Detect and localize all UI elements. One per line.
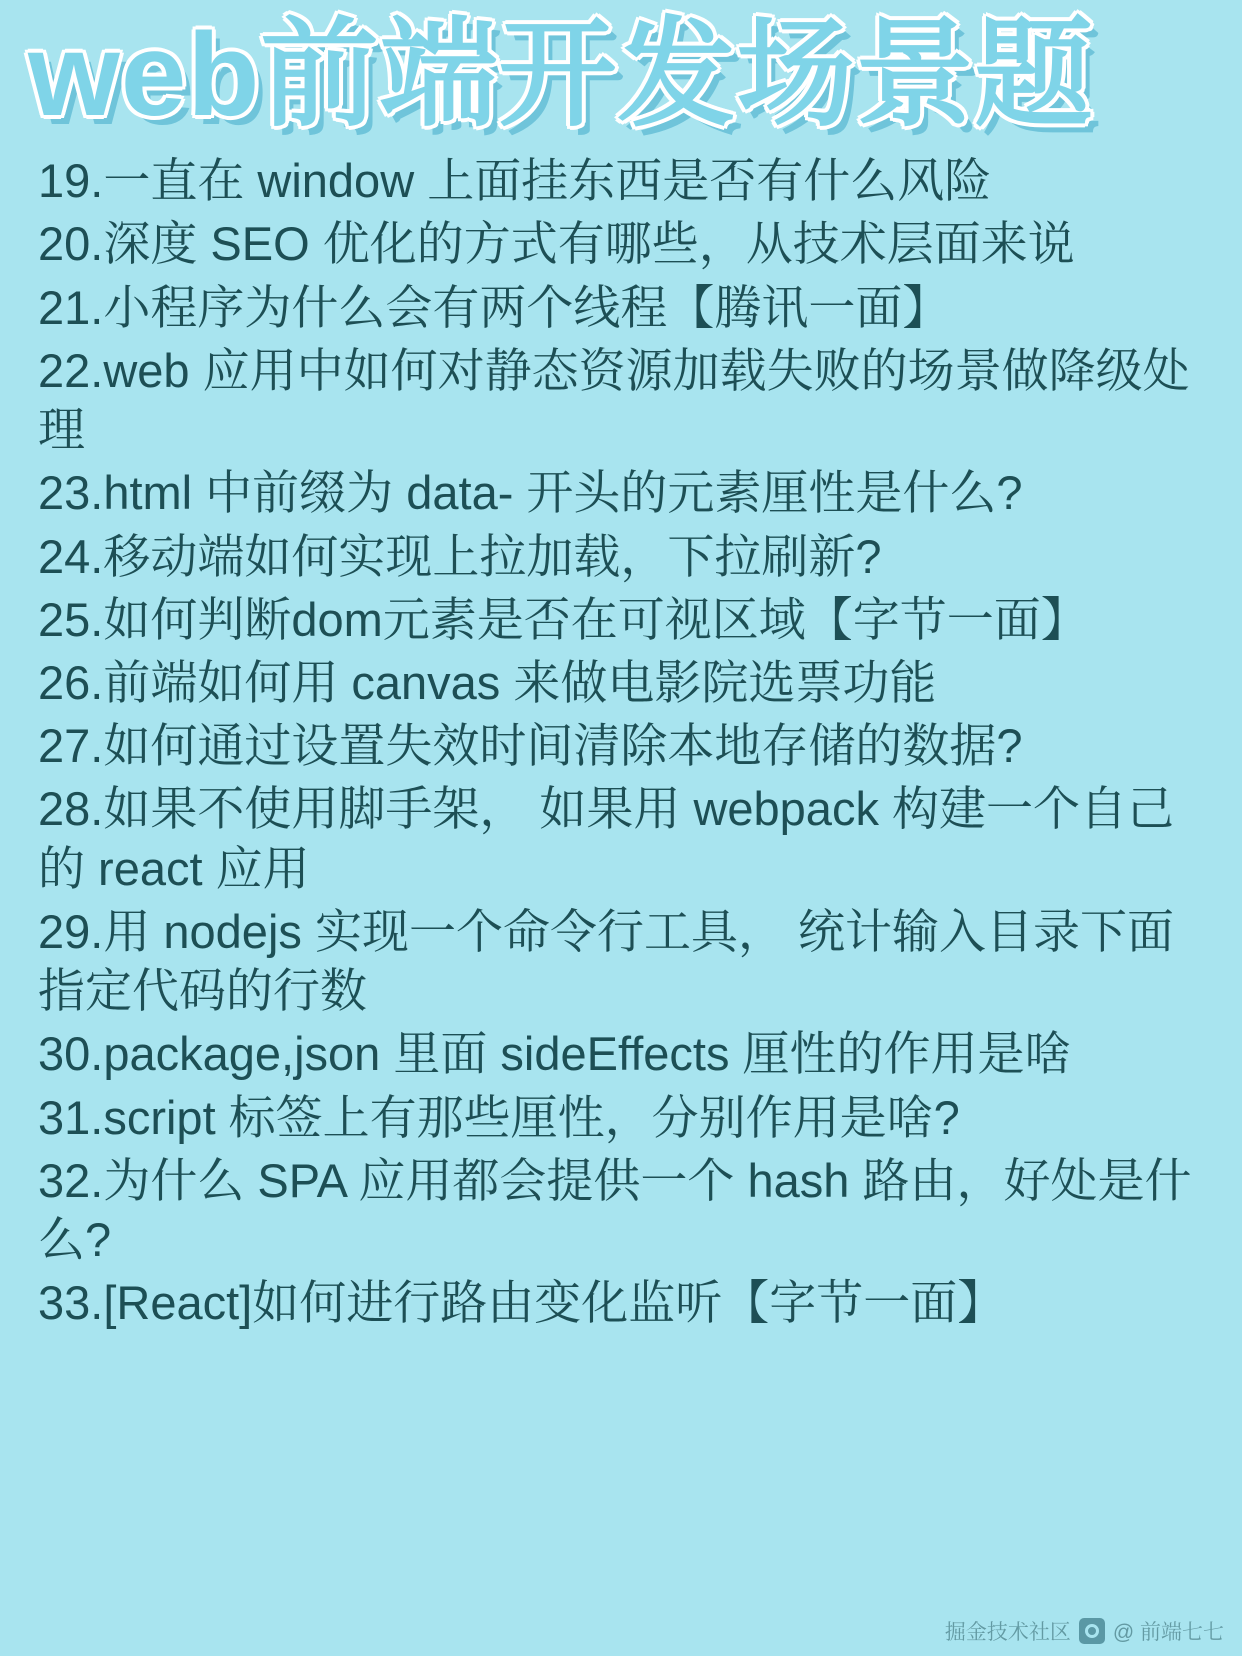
list-item: 30.package,json 里面 sideEffects 厘性的作用是啥 <box>38 1027 1072 1081</box>
list-item: 28.如果不使用脚手架， 如果用 webpack 构建一个自己的 react 应用 <box>38 782 1175 895</box>
list-item: 25.如何判断dom元素是否在可视区域【字节一面】 <box>38 592 1088 646</box>
question-list <box>26 151 1216 1332</box>
list-item: 24.移动端如何实现上拉加载，下拉刷新? <box>38 529 882 583</box>
list-item: 29.用 nodejs 实现一个命令行工具， 统计输入目录下面指定代码的行数 <box>38 904 1175 1018</box>
list-item: 19.一直在 window 上面挂东西是否有什么风险 <box>38 154 992 208</box>
list-item: 33.[React]如何进行路由变化监听【字节一面】 <box>38 1276 1005 1330</box>
list-item: 21.小程序为什么会有两个线程【腾讯一面】 <box>38 280 950 334</box>
list-item: 23.html 中前缀为 data- 开头的元素厘性是什么? <box>38 466 1023 520</box>
list-item: 31.script 标签上有那些厘性，分别作用是啥? <box>38 1090 960 1144</box>
list-item: 20.深度 SEO 优化的方式有哪些，从技术层面来说 <box>38 217 1075 271</box>
watermark <box>945 1616 1224 1646</box>
page-title: web前端开发场景题 <box>28 9 1094 141</box>
list-item: 27.如何通过设置失效时间清除本地存储的数据? <box>38 719 1023 773</box>
list-item: 32.为什么 SPA 应用都会提供一个 hash 路由，好处是什么? <box>38 1153 1192 1266</box>
list-item: 26.前端如何用 canvas 来做电影院选票功能 <box>38 655 937 709</box>
watermark-site: 掘金技术社区 <box>944 1621 1071 1644</box>
juejin-logo-icon <box>1079 1618 1105 1644</box>
watermark-user: @ 前端七七 <box>1112 1621 1224 1644</box>
list-item: 22.web 应用中如何对静态资源加载失败的场景做降级处理 <box>38 343 1190 457</box>
